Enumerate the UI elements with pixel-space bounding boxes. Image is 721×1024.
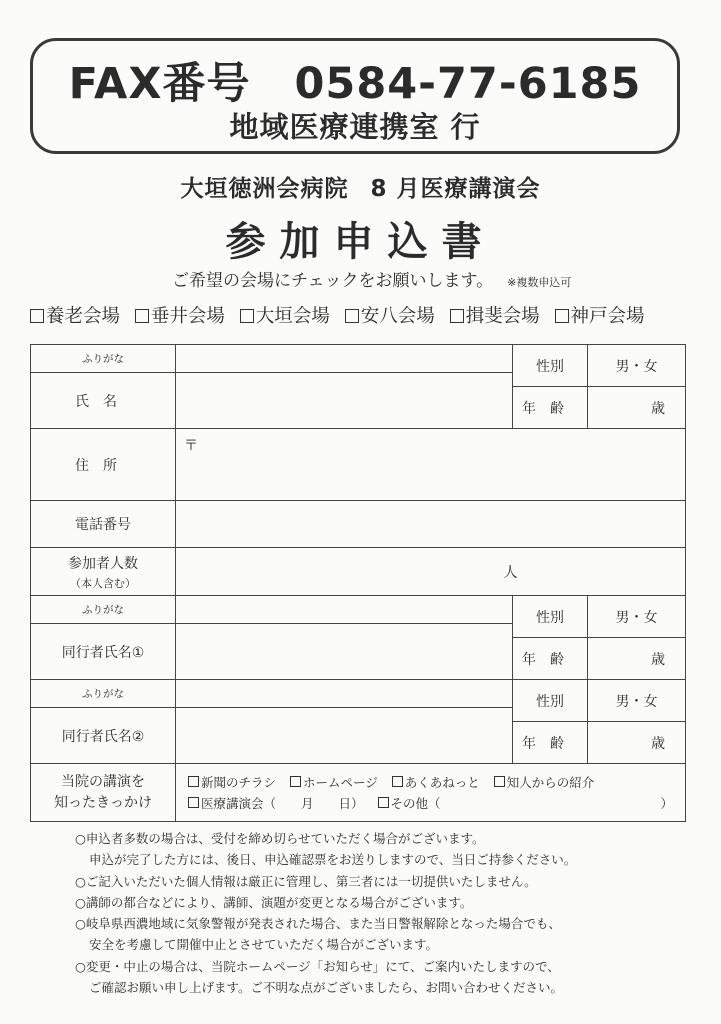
how-label-line1: 当院の講演を bbox=[61, 773, 145, 790]
how-option-homepage[interactable] bbox=[290, 775, 378, 790]
venue-label: 養老会場 bbox=[46, 306, 121, 327]
checkbox[interactable] bbox=[555, 309, 569, 323]
note-line: ○講師の都合などにより、講師、演題が変更となる場合がございます。 bbox=[75, 894, 473, 910]
how-option-newspaper[interactable] bbox=[188, 775, 276, 790]
venue-option-ibi[interactable] bbox=[450, 306, 540, 327]
companion1-name-input[interactable] bbox=[176, 624, 513, 680]
checkbox[interactable] bbox=[188, 797, 199, 808]
companion1-name-label: 同行者氏名① bbox=[31, 624, 176, 680]
companion2-furigana-input[interactable] bbox=[176, 680, 513, 708]
companion1-gender-label: 性別 bbox=[513, 596, 588, 638]
how-option-other[interactable] bbox=[378, 796, 441, 811]
checkbox[interactable] bbox=[392, 776, 403, 787]
companion2-name-label: 同行者氏名② bbox=[31, 708, 176, 764]
instruction bbox=[172, 266, 571, 291]
venue-option-ogaki[interactable] bbox=[240, 306, 330, 327]
companion2-name-input[interactable] bbox=[176, 708, 513, 764]
companion1-furigana-label: ふりがな bbox=[31, 596, 176, 624]
option-label: その他（ bbox=[390, 795, 441, 811]
option-label: 新聞のチラシ bbox=[201, 774, 277, 790]
option-label: あくあねっと bbox=[404, 774, 480, 790]
gender-options[interactable]: 男・女 bbox=[588, 345, 686, 387]
companion2-gender-options[interactable]: 男・女 bbox=[588, 680, 686, 722]
checkbox[interactable] bbox=[345, 309, 359, 323]
companion2-age-unit[interactable]: 歳 bbox=[588, 722, 686, 764]
fax-number: 0584-77-6185 bbox=[294, 59, 642, 109]
hospital-name: 大垣徳洲会病院 bbox=[180, 176, 349, 202]
recipient: 地域医療連携室 行 bbox=[229, 110, 481, 144]
checkbox[interactable] bbox=[494, 776, 505, 787]
note-line: ○申込者多数の場合は、受付を締め切らせていただく場合がございます。 bbox=[75, 831, 485, 846]
option-label: 知人からの紹介 bbox=[506, 774, 595, 790]
venue-label: 安八会場 bbox=[360, 306, 435, 327]
venue-label: 垂井会場 bbox=[150, 306, 225, 327]
participants-note: （本人含む） bbox=[70, 576, 136, 590]
participants-label bbox=[31, 548, 176, 596]
how-options bbox=[176, 764, 686, 822]
option-label: ホームページ bbox=[303, 774, 378, 790]
note-line: ○ご記入いただいた個人情報は厳正に管理し、第三者には一切提供いたしません。 bbox=[75, 873, 537, 889]
checkbox[interactable] bbox=[450, 309, 464, 323]
companion1-age-label: 年齢 bbox=[513, 638, 588, 680]
other-close-paren: ） bbox=[660, 795, 673, 811]
instruction-text: ご希望の会場にチェックをお願いします。 bbox=[172, 271, 494, 291]
participants-text: 参加者人数 bbox=[68, 555, 138, 572]
fax-number-line bbox=[33, 50, 677, 111]
notes bbox=[75, 828, 576, 998]
venue-label: 大垣会場 bbox=[255, 306, 330, 327]
venue-label: 揖斐会場 bbox=[465, 306, 540, 327]
furigana-label: ふりがな bbox=[31, 345, 176, 373]
application-form-table bbox=[30, 344, 686, 822]
companion1-gender-options[interactable]: 男・女 bbox=[588, 596, 686, 638]
fax-label: FAX番号 bbox=[68, 59, 251, 109]
how-option-referral[interactable] bbox=[494, 775, 595, 790]
companion1-furigana-input[interactable] bbox=[176, 596, 513, 624]
companion2-age-label: 年齢 bbox=[513, 722, 588, 764]
venue-label: 神戸会場 bbox=[570, 306, 645, 327]
checkbox[interactable] bbox=[378, 797, 389, 808]
event-title bbox=[0, 170, 721, 203]
venue-option-godo[interactable] bbox=[555, 306, 645, 327]
how-option-aquanet[interactable] bbox=[392, 775, 480, 790]
checkbox[interactable] bbox=[290, 776, 301, 787]
instruction-note: ※複数申込可 bbox=[507, 276, 572, 289]
companion2-gender-label: 性別 bbox=[513, 680, 588, 722]
venue-option-anpachi[interactable] bbox=[345, 306, 435, 327]
note-line: ○岐阜県西濃地域に気象警報が発表された場合、また当日警報解除となった場合でも、 bbox=[75, 916, 561, 932]
checkbox[interactable] bbox=[30, 309, 44, 323]
checkbox[interactable] bbox=[240, 309, 254, 323]
participants-unit: 人 bbox=[503, 564, 518, 581]
how-option-lecture[interactable] bbox=[188, 796, 364, 811]
form-title: 参加申込書 bbox=[225, 219, 496, 265]
venue-option-yoro[interactable] bbox=[30, 306, 120, 327]
how-label bbox=[31, 764, 176, 822]
gender-label: 性別 bbox=[513, 345, 588, 387]
age-unit[interactable]: 歳 bbox=[588, 387, 686, 429]
phone-label: 電話番号 bbox=[31, 501, 176, 548]
note-line: ○変更・中止の場合は、当院ホームページ「お知らせ」にて、ご案内いたしますので、 bbox=[75, 958, 560, 974]
furigana-input[interactable] bbox=[176, 345, 513, 373]
participants-input[interactable] bbox=[176, 548, 686, 596]
postal-mark: 〒 bbox=[184, 438, 198, 454]
companion2-furigana-label: ふりがな bbox=[31, 680, 176, 708]
how-label-line2: 知ったきっかけ bbox=[54, 794, 152, 811]
phone-input[interactable] bbox=[176, 501, 686, 548]
companion1-age-unit[interactable]: 歳 bbox=[588, 638, 686, 680]
address-label: 住所 bbox=[31, 429, 176, 501]
checkbox[interactable] bbox=[135, 309, 149, 323]
name-label: 氏名 bbox=[31, 373, 176, 429]
note-line: 申込が完了した方には、後日、申込確認票をお送りしますので、当日ご持参ください。 bbox=[89, 852, 577, 868]
venue-option-tarui[interactable] bbox=[135, 306, 225, 327]
age-label: 年齢 bbox=[513, 387, 588, 429]
name-input[interactable] bbox=[176, 373, 513, 429]
note-line: ご確認お願い申し上げます。ご不明な点がございましたら、お問い合わせください。 bbox=[89, 980, 564, 996]
fax-header-box bbox=[30, 38, 680, 154]
lecture-name: 8 月医療講演会 bbox=[370, 176, 541, 202]
note-line: 安全を考慮して開催中止とさせていただく場合がございます。 bbox=[89, 937, 439, 953]
option-label: 医療講演会（ 月 日） bbox=[201, 795, 364, 811]
checkbox[interactable] bbox=[188, 776, 199, 787]
address-input[interactable] bbox=[176, 429, 686, 501]
venue-options bbox=[30, 302, 654, 328]
